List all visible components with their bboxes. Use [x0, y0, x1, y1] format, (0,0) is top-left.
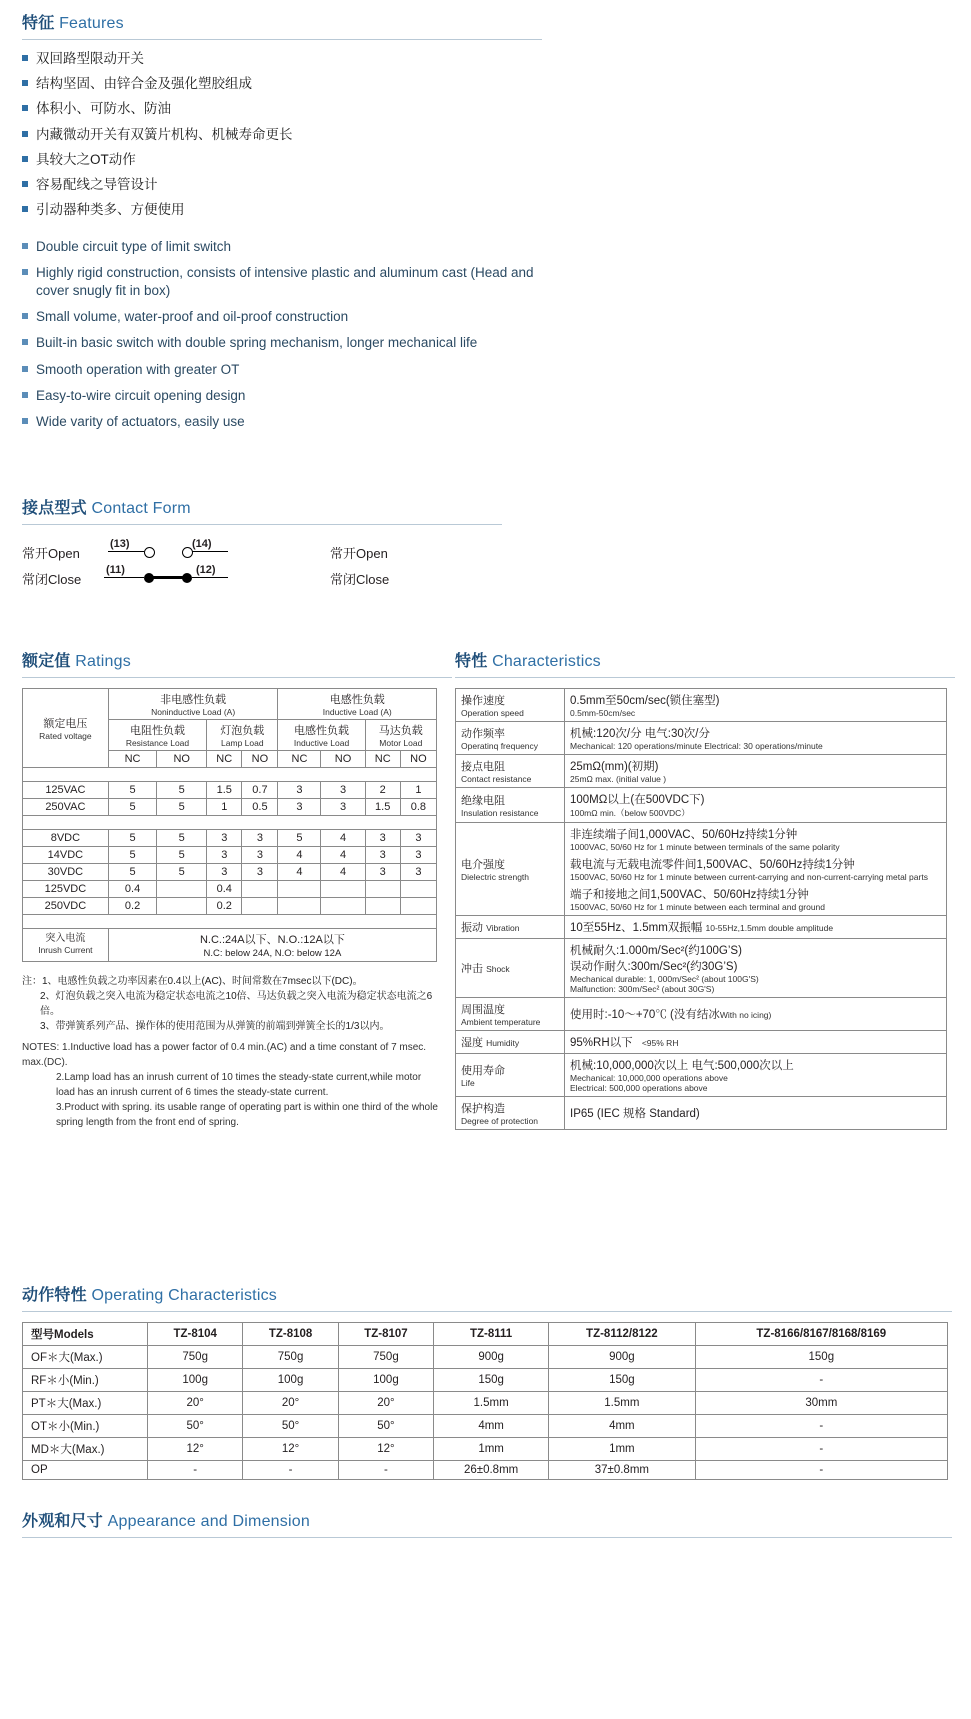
cell: 3: [400, 830, 436, 847]
features-list-cn: [22, 50, 542, 220]
list-item: Built-in basic switch with double spring mechanism, longer mechanical life: [22, 334, 542, 352]
load-header-inductive: 电感性负载 Inductive Load: [278, 720, 365, 751]
contact-row-close: [22, 565, 502, 591]
cell: 750g: [243, 1346, 338, 1369]
list-item: 双回路型限动开关: [22, 50, 542, 68]
note-cn-2: 2、灯泡负载之突入电流为稳定状态电流之10倍、马达负载之突入电流为稳定状态电流之6倍。: [40, 991, 433, 1017]
cell: 26±0.8mm: [434, 1461, 549, 1480]
note-cn-3: 3、带弹簧系列产品、操作体的使用范围为从弹簧的前端到弹簧全长的1/3以内。: [40, 1021, 390, 1032]
char-key-life: 使用寿命 Life: [456, 1054, 565, 1097]
cell: 50°: [338, 1415, 433, 1438]
list-item: 引动器种类多、方便使用: [22, 201, 542, 219]
char-value-dielectric-strength: 非连续端子间1,000VAC、50/60Hz持续1分钟 1000VAC, 50/60 Hz for 1 minute between terminals of the same polarity 载电流与无载电流零件间1,500VAC、50/60Hz持续1分钟 1500VAC, 50/60 Hz for 1 minute between current-carrying and non-current-carrying metal parts 端子和接地之间1,500VAC、50/60Hz持续1分钟 1500VAC, 50/60 Hz for 1 minute between each terminal and ground: [565, 823, 947, 916]
ratings-section: [22, 648, 452, 1130]
operating-characteristics-divider: [22, 1311, 952, 1312]
char-key-vibration: 振动 Vibration: [456, 916, 565, 939]
table-row: [23, 1369, 948, 1392]
column-header-model: TZ-8112/8122: [549, 1323, 696, 1346]
char-key-humidity: 湿度 Humidity: [456, 1031, 565, 1054]
col-nc: NC: [108, 751, 157, 768]
contact-form-heading: [22, 495, 502, 518]
cell: 0.4: [108, 881, 157, 898]
cell: 5: [108, 847, 157, 864]
row-label-rf: RF＊小(Min.): [23, 1369, 148, 1392]
cell: 4: [321, 847, 365, 864]
column-header-model: TZ-8108: [243, 1323, 338, 1346]
contact-lead-right: [192, 577, 228, 578]
load-header-resistance: 电阻性负载 Resistance Load: [108, 720, 206, 751]
list-item: 具较大之OT动作: [22, 151, 542, 169]
contact-form-heading-en: Contact Form: [91, 500, 191, 517]
cell: 3: [278, 782, 321, 799]
voltage-cell: 250VAC: [23, 799, 109, 816]
features-divider: [22, 39, 542, 40]
char-value-shock: 机械耐久:1.000m/Sec²(约100G’S) 误动作耐久:300m/Sec²(约30G’S) Mechanical durable: 1, 000m/Sec² (about 100G'S) Malfunction: 300m/Sec² (about 30G'S): [565, 939, 947, 998]
group-header-inductive: 电感性负载 Inductive Load (A): [278, 689, 437, 720]
cell: 1.5: [207, 782, 242, 799]
cell: 20°: [243, 1392, 338, 1415]
char-value-insulation-resistance: 100MΩ以上(在500VDC下) 100mΩ min.（below 500VDC）: [565, 788, 947, 823]
appearance-heading-cn: 外观和尺寸: [22, 1513, 104, 1530]
table-row: [23, 1392, 948, 1415]
cell: 0.2: [108, 898, 157, 915]
cell: 750g: [338, 1346, 433, 1369]
cell: 3: [207, 847, 242, 864]
cell: 30mm: [695, 1392, 947, 1415]
contact-form-section: [22, 495, 502, 591]
cell: 0.8: [400, 799, 436, 816]
table-row: [23, 1346, 948, 1369]
col-nc: NC: [278, 751, 321, 768]
ratings-table: [22, 688, 437, 962]
char-key-contact-resistance: 接点电阻 Contact resistance: [456, 755, 565, 788]
cell: -: [148, 1461, 243, 1480]
cell: 3: [242, 864, 278, 881]
cell: 3: [365, 847, 400, 864]
cell: 0.7: [242, 782, 278, 799]
cell: -: [695, 1438, 947, 1461]
cell: -: [695, 1461, 947, 1480]
voltage-cell: 14VDC: [23, 847, 109, 864]
table-row: [456, 998, 947, 1031]
cell: 5: [157, 830, 207, 847]
table-row: [456, 1097, 947, 1130]
ratings-divider: [22, 677, 452, 678]
ratings-heading-cn: 额定值: [22, 653, 71, 670]
table-row: [456, 788, 947, 823]
cell: 1.5mm: [549, 1392, 696, 1415]
notes-cn: [22, 974, 442, 1034]
char-value-vibration: 10至55Hz、1.5mm双振幅 10-55Hz,1.5mm double amplitude: [565, 916, 947, 939]
list-item: Small volume, water-proof and oil-proof construction: [22, 308, 542, 326]
cell: [242, 881, 278, 898]
inrush-value-en: N.C: below 24A, N.O: below 12A: [203, 948, 342, 959]
contact-closed-dot-right: [182, 573, 192, 583]
table-row: [456, 755, 947, 788]
table-spacer-row: [23, 768, 437, 782]
char-value-operation-speed: 0.5mm至50cm/sec(锁住塞型) 0.5mm-50cm/sec: [565, 689, 947, 722]
char-key-operating-frequency: 动作频率 Operatinq frequency: [456, 722, 565, 755]
voltage-cell: 250VDC: [23, 898, 109, 915]
cell: 3: [365, 864, 400, 881]
cell: 5: [157, 799, 207, 816]
characteristics-section: [455, 648, 955, 1130]
row-label-of: OF＊大(Max.): [23, 1346, 148, 1369]
terminal-number-13: (13): [110, 538, 130, 550]
table-row: [23, 689, 437, 720]
characteristics-divider: [455, 677, 955, 678]
cell: -: [695, 1415, 947, 1438]
cell: 5: [108, 782, 157, 799]
cell: 1mm: [434, 1438, 549, 1461]
char-key-shock: 冲击 Shock: [456, 939, 565, 998]
features-section: [22, 10, 542, 439]
contact-diagram-close: [100, 565, 330, 591]
char-value-degree-of-protection: IP65 (IEC 规格 Standard): [565, 1097, 947, 1130]
table-row-inrush: [23, 929, 437, 962]
table-row: [23, 847, 437, 864]
contact-form-heading-cn: 接点型式: [22, 500, 87, 517]
cell: 150g: [695, 1346, 947, 1369]
table-spacer-row: [23, 915, 437, 929]
load-header-lamp: 灯泡负载 Lamp Load: [207, 720, 278, 751]
characteristics-heading-en: Characteristics: [492, 653, 601, 670]
cell: 3: [278, 799, 321, 816]
table-header-row: [23, 1323, 948, 1346]
terminal-number-14: (14): [192, 538, 212, 550]
column-header-model: TZ-8111: [434, 1323, 549, 1346]
cell: 4mm: [434, 1415, 549, 1438]
cell: [321, 881, 365, 898]
operating-characteristics-table: [22, 1322, 948, 1480]
contact-open-dot-right: [182, 547, 193, 558]
list-item: Smooth operation with greater OT: [22, 361, 542, 379]
list-item: 体积小、可防水、防油: [22, 100, 542, 118]
cell: 5: [108, 864, 157, 881]
cell: 4: [321, 830, 365, 847]
contact-row-open: [22, 539, 502, 565]
contact-row-left-label: 常开Open: [22, 545, 80, 561]
terminal-number-11: (11): [106, 564, 125, 576]
cell: 1mm: [549, 1438, 696, 1461]
list-item: 内藏微动开关有双簧片机构、机械寿命更长: [22, 126, 542, 144]
char-value-contact-resistance: 25mΩ(mm)(初期) 25mΩ max. (initial value ): [565, 755, 947, 788]
cell: 0.5: [242, 799, 278, 816]
opchar-heading-en: Operating Characteristics: [91, 1287, 277, 1304]
contact-open-dot-left: [144, 547, 155, 558]
cell: 750g: [148, 1346, 243, 1369]
cell: -: [243, 1461, 338, 1480]
list-item: Double circuit type of limit switch: [22, 238, 542, 256]
opchar-heading-cn: 动作特性: [22, 1287, 87, 1304]
table-row: [456, 689, 947, 722]
char-key-dielectric-strength: 电介强度 Dielectric strength: [456, 823, 565, 916]
table-row: [456, 1054, 947, 1097]
char-value-operating-frequency: 机械:120次/分 电气:30次/分 Mechanical: 120 operations/minute Electrical: 30 operations/minute: [565, 722, 947, 755]
list-item: 结构坚固、由锌合金及强化塑胶组成: [22, 75, 542, 93]
rated-voltage-header: [23, 689, 109, 768]
cell: 1.5mm: [434, 1392, 549, 1415]
appearance-heading: [22, 1508, 952, 1531]
col-no: NO: [321, 751, 365, 768]
cell: 3: [207, 830, 242, 847]
cell: 3: [321, 799, 365, 816]
row-label-op: OP: [23, 1461, 148, 1480]
note-en-2: 2.Lamp load has an inrush current of 10 times the steady-state current,while motor load has an inrush current of 6 times the steady-state current.: [56, 1072, 422, 1098]
cell: 5: [157, 782, 207, 799]
col-no: NO: [157, 751, 207, 768]
contact-row-right-label: 常开Open: [330, 545, 388, 561]
contact-diagram-open: [100, 539, 330, 565]
characteristics-heading-cn: 特性: [455, 653, 488, 670]
cell: [365, 898, 400, 915]
row-label-pt: PT＊大(Max.): [23, 1392, 148, 1415]
table-spacer-row: [23, 816, 437, 830]
char-value-ambient-temperature: 使用时:-10～+70℃ (没有结冰With no icing): [565, 998, 947, 1031]
cell: 37±0.8mm: [549, 1461, 696, 1480]
cell: 4: [321, 864, 365, 881]
characteristics-heading: [455, 648, 955, 671]
cell: 100g: [338, 1369, 433, 1392]
voltage-cell: 8VDC: [23, 830, 109, 847]
table-row: [23, 782, 437, 799]
cell: 100g: [148, 1369, 243, 1392]
list-item: Wide varity of actuators, easily use: [22, 413, 542, 431]
cell: 4: [278, 864, 321, 881]
column-header-models: 型号Models: [23, 1323, 148, 1346]
operating-characteristics-section: [22, 1282, 952, 1480]
table-row: [23, 830, 437, 847]
cell: 20°: [148, 1392, 243, 1415]
cell: 0.4: [207, 881, 242, 898]
cell: [278, 898, 321, 915]
appearance-heading-en: Appearance and Dimension: [107, 1513, 310, 1530]
rated-voltage-cn: 额定电压: [43, 718, 88, 730]
appearance-divider: [22, 1537, 952, 1538]
cell: 1: [207, 799, 242, 816]
column-header-model: TZ-8104: [148, 1323, 243, 1346]
cell: 1.5: [365, 799, 400, 816]
char-key-ambient-temperature: 周围温度 Ambient temperature: [456, 998, 565, 1031]
operating-characteristics-heading: [22, 1282, 952, 1305]
contact-bridge: [152, 576, 184, 579]
cell: [400, 881, 436, 898]
cell: 150g: [549, 1369, 696, 1392]
column-header-model: TZ-8107: [338, 1323, 433, 1346]
table-row: [23, 898, 437, 915]
cell: 4mm: [549, 1415, 696, 1438]
col-nc: NC: [207, 751, 242, 768]
cell: 12°: [338, 1438, 433, 1461]
cell: 3: [365, 830, 400, 847]
notes-en: [22, 1040, 442, 1130]
char-key-degree-of-protection: 保护构造 Degree of protection: [456, 1097, 565, 1130]
char-key-insulation-resistance: 绝缘电阻 Insulation resistance: [456, 788, 565, 823]
cell: [365, 881, 400, 898]
cell: 4: [278, 847, 321, 864]
load-header-motor: 马达负载 Motor Load: [365, 720, 436, 751]
char-key-operation-speed: 操作速度 Operation speed: [456, 689, 565, 722]
inrush-label-cn: 突入电流: [45, 932, 86, 944]
features-heading: [22, 10, 542, 33]
cell: [157, 881, 207, 898]
cell: 50°: [243, 1415, 338, 1438]
cell: 12°: [148, 1438, 243, 1461]
cell: 5: [278, 830, 321, 847]
cell: 3: [207, 864, 242, 881]
inrush-label-en: Inrush Current: [38, 945, 93, 955]
cell: 2: [365, 782, 400, 799]
cell: 20°: [338, 1392, 433, 1415]
table-row: [23, 881, 437, 898]
row-label-md: MD＊大(Max.): [23, 1438, 148, 1461]
contact-form-rows: [22, 539, 502, 591]
table-row: [23, 1438, 948, 1461]
contact-lead-left: [108, 551, 144, 552]
voltage-cell: 125VAC: [23, 782, 109, 799]
characteristics-table: [455, 688, 947, 1130]
features-heading-en: Features: [59, 15, 124, 32]
inrush-label: [23, 929, 109, 962]
contact-row-right-label: 常闭Close: [330, 571, 390, 587]
inrush-value-cn: N.C.:24A以下、N.O.:12A以下: [199, 934, 345, 946]
note-en-3: 3.Product with spring. its usable range of operating part is within one third of the whole spring length from the front end of spring.: [56, 1102, 438, 1128]
col-no: NO: [400, 751, 436, 768]
inrush-value: [108, 929, 436, 962]
features-heading-cn: 特征: [22, 15, 55, 32]
contact-lead-left: [104, 577, 144, 578]
char-value-humidity: 95%RH以下 <95% RH: [565, 1031, 947, 1054]
col-nc: NC: [365, 751, 400, 768]
cell: 50°: [148, 1415, 243, 1438]
group-header-noninductive: 非电感性负载 Noninductive Load (A): [108, 689, 278, 720]
table-row: [456, 722, 947, 755]
terminal-number-12: (12): [196, 564, 216, 576]
cell: [278, 881, 321, 898]
table-row: [456, 1031, 947, 1054]
cell: 3: [400, 847, 436, 864]
table-row: [456, 823, 947, 916]
table-row: [23, 1461, 948, 1480]
cell: 900g: [549, 1346, 696, 1369]
contact-form-divider: [22, 524, 502, 525]
ratings-heading: [22, 648, 452, 671]
char-value-life: 机械:10,000,000次以上 电气:500,000次以上 Mechanical: 10,000,000 operations above Electrical: 500,000 operations above: [565, 1054, 947, 1097]
cell: [157, 898, 207, 915]
cell: 0.2: [207, 898, 242, 915]
ratings-notes: [22, 974, 442, 1130]
list-item: Easy-to-wire circuit opening design: [22, 387, 542, 405]
contact-lead-right: [192, 551, 228, 552]
note-en-1: NOTES: 1.Inductive load has a power factor of 0.4 min.(AC) and a time constant of 7 msec. max.(DC).: [22, 1042, 427, 1068]
appearance-section: [22, 1508, 952, 1548]
cell: 3: [242, 830, 278, 847]
note-cn-1: 注：1、电感性负载之功率因素在0.4以上(AC)、时间常数在7msec以下(DC)。: [22, 976, 363, 987]
cell: 150g: [434, 1369, 549, 1392]
cell: -: [695, 1369, 947, 1392]
contact-row-left-label: 常闭Close: [22, 571, 82, 587]
table-row: [23, 799, 437, 816]
list-item: 容易配线之导管设计: [22, 176, 542, 194]
cell: -: [338, 1461, 433, 1480]
cell: 3: [242, 847, 278, 864]
list-item: Highly rigid construction, consists of intensive plastic and aluminum cast (Head and cover snugly fit in box): [22, 264, 542, 300]
cell: 3: [400, 864, 436, 881]
cell: 5: [108, 799, 157, 816]
table-row: [456, 939, 947, 998]
table-row: [23, 1415, 948, 1438]
cell: [242, 898, 278, 915]
voltage-cell: 30VDC: [23, 864, 109, 881]
cell: 900g: [434, 1346, 549, 1369]
column-header-model: TZ-8166/8167/8168/8169: [695, 1323, 947, 1346]
ratings-heading-en: Ratings: [75, 653, 131, 670]
cell: 100g: [243, 1369, 338, 1392]
cell: 5: [157, 864, 207, 881]
rated-voltage-en: Rated voltage: [39, 731, 92, 741]
cell: 5: [108, 830, 157, 847]
features-list-en: [22, 238, 542, 432]
table-row: [23, 864, 437, 881]
cell: 5: [157, 847, 207, 864]
cell: 3: [321, 782, 365, 799]
table-row: [456, 916, 947, 939]
cell: [321, 898, 365, 915]
voltage-cell: 125VDC: [23, 881, 109, 898]
cell: 12°: [243, 1438, 338, 1461]
col-no: NO: [242, 751, 278, 768]
cell: 1: [400, 782, 436, 799]
cell: [400, 898, 436, 915]
row-label-ot: OT＊小(Min.): [23, 1415, 148, 1438]
